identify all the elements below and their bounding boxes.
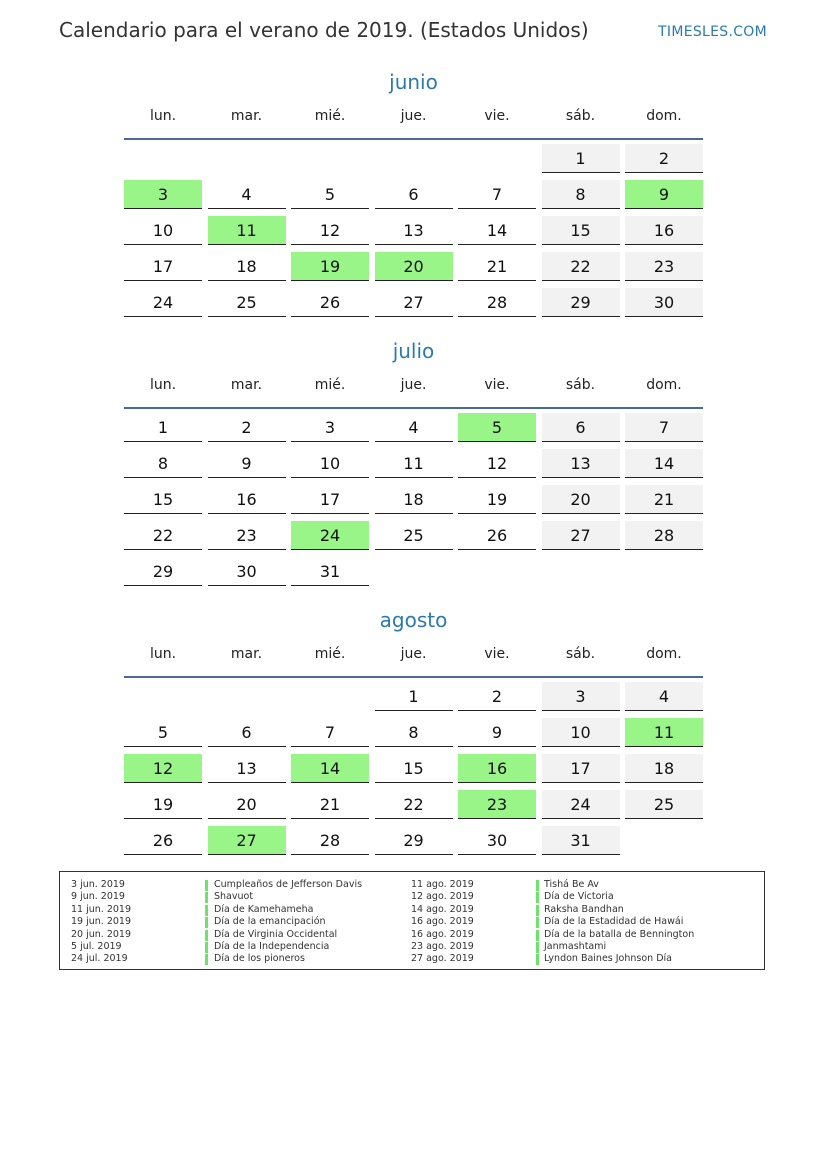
weekday-label: sáb. [565,646,596,662]
day-cell: 15 [124,485,202,514]
day-cell: 10 [542,718,620,747]
day-cell: 9 [458,718,536,747]
weekday-label: dom. [646,646,682,662]
legend-marker [205,892,208,903]
header-divider [124,407,703,409]
legend-entry [411,953,751,965]
holiday-legend [59,871,765,970]
day-cell: 13 [375,216,453,245]
day-cell: 19 [458,485,536,514]
legend-entry [411,929,751,941]
legend-entry [71,953,401,965]
weekday-header [124,377,703,397]
day-cell: 24 [124,288,202,317]
day-cell: 3 [291,413,369,442]
legend-holiday-name: Día de la batalla de Bennington [544,928,695,940]
weekday-label: mar. [230,646,263,662]
legend-marker [536,930,539,941]
legend-date: 16 ago. 2019 [411,928,474,940]
day-cell: 30 [458,826,536,855]
day-cell: 25 [208,288,286,317]
day-cell: 15 [542,216,620,245]
day-cell: 14 [458,216,536,245]
legend-date: 12 ago. 2019 [411,891,474,903]
weekday-label: lun. [149,377,177,393]
legend-entry [71,891,401,903]
legend-date: 3 jun. 2019 [71,879,125,890]
day-cell-holiday: 9 [625,180,703,209]
day-cell: 23 [625,252,703,281]
day-cell: 3 [542,682,620,711]
day-cell: 4 [208,180,286,209]
day-cell: 28 [458,288,536,317]
day-cell-holiday: 24 [291,521,369,550]
day-cell: 6 [375,180,453,209]
day-cell: 15 [375,754,453,783]
day-cell: 28 [625,521,703,550]
day-cell: 9 [208,449,286,478]
day-cell: 31 [542,826,620,855]
day-cell: 25 [625,790,703,819]
header-divider [124,138,703,140]
legend-marker [536,917,539,928]
weekday-label: jue. [400,108,427,124]
legend-entry [71,941,401,953]
day-cell: 20 [542,485,620,514]
day-cell: 1 [124,413,202,442]
weekday-label: lun. [149,108,177,124]
legend-marker [205,880,208,891]
day-cell: 23 [208,521,286,550]
day-cell-holiday: 11 [625,718,703,747]
legend-holiday-name: Janmashtami [544,940,607,952]
day-cell: 13 [542,449,620,478]
day-cell: 25 [375,521,453,550]
header-divider [124,676,703,678]
weekday-label: lun. [149,646,177,662]
legend-marker [536,954,539,965]
day-cell: 26 [458,521,536,550]
legend-entry [411,891,751,903]
day-cell: 2 [208,413,286,442]
day-cell: 22 [542,252,620,281]
day-cell: 31 [291,557,369,586]
day-cell: 21 [458,252,536,281]
legend-marker [205,930,208,941]
legend-date: 20 jun. 2019 [71,928,132,940]
day-cell: 16 [208,485,286,514]
weekday-label: mié. [314,646,346,662]
day-cell: 29 [542,288,620,317]
legend-entry [411,916,751,928]
legend-date: 19 jun. 2019 [71,916,132,928]
legend-date: 9 jun. 2019 [71,891,125,903]
page-title: Calendario para el verano de 2019. (Estados Unidos) [59,18,589,42]
day-cell-holiday: 19 [291,252,369,281]
day-cell: 2 [625,144,703,173]
day-cell: 30 [625,288,703,317]
legend-holiday-name: Cumpleaños de Jefferson Davis [214,879,363,890]
legend-holiday-name: Día de Kamehameha [214,903,314,915]
day-cell: 18 [625,754,703,783]
day-cell: 1 [542,144,620,173]
legend-entry [411,879,751,891]
legend-holiday-name: Tishá Be Av [544,879,599,890]
legend-holiday-name: Lyndon Baines Johnson Día [544,953,672,965]
day-cell: 30 [208,557,286,586]
day-cell: 21 [291,790,369,819]
day-cell: 27 [542,521,620,550]
weekday-label: dom. [646,108,682,124]
weekday-label: mié. [314,108,346,124]
month-title: julio [392,339,435,363]
day-cell-holiday: 11 [208,216,286,245]
day-cell-holiday: 5 [458,413,536,442]
day-cell: 22 [375,790,453,819]
day-cell-holiday: 14 [291,754,369,783]
legend-marker [536,905,539,916]
day-cell: 5 [291,180,369,209]
legend-entry [411,941,751,953]
legend-holiday-name: Día de la Estadidad de Hawái [544,916,684,928]
day-cell: 13 [208,754,286,783]
legend-entry [411,904,751,916]
weekday-label: vie. [484,646,510,662]
legend-date: 24 jul. 2019 [71,953,128,965]
day-cell: 4 [625,682,703,711]
weekday-label: sáb. [565,377,596,393]
legend-marker [536,942,539,953]
day-cell: 5 [124,718,202,747]
legend-holiday-name: Día de los pioneros [214,953,305,965]
legend-column-left [71,879,401,966]
day-cell: 17 [542,754,620,783]
day-cell: 1 [375,682,453,711]
day-cell: 17 [124,252,202,281]
day-cell: 11 [375,449,453,478]
legend-entry [71,916,401,928]
legend-date: 27 ago. 2019 [411,953,474,965]
legend-date: 11 jun. 2019 [71,903,132,915]
month-title: junio [389,70,438,94]
weekday-header [124,646,703,666]
day-cell: 4 [375,413,453,442]
day-cell: 6 [208,718,286,747]
legend-marker [536,880,539,891]
legend-marker [205,905,208,916]
legend-marker [205,917,208,928]
legend-entry [71,879,401,891]
day-cell: 8 [375,718,453,747]
legend-holiday-name: Día de la Independencia [214,940,330,952]
legend-holiday-name: Día de la emancipación [214,916,326,928]
weekday-label: mar. [230,108,263,124]
day-cell: 10 [124,216,202,245]
legend-holiday-name: Día de Victoria [544,891,614,903]
day-cell-holiday: 16 [458,754,536,783]
day-cell: 2 [458,682,536,711]
day-cell: 19 [124,790,202,819]
day-cell: 24 [542,790,620,819]
legend-date: 16 ago. 2019 [411,916,474,928]
day-cell: 29 [375,826,453,855]
day-cell: 17 [291,485,369,514]
day-cell-holiday: 3 [124,180,202,209]
legend-column-right [411,879,751,966]
weekday-label: jue. [400,377,427,393]
day-cell: 14 [625,449,703,478]
legend-date: 5 jul. 2019 [71,940,122,952]
day-cell-holiday: 27 [208,826,286,855]
legend-marker [205,942,208,953]
day-cell-holiday: 20 [375,252,453,281]
day-cell: 12 [458,449,536,478]
day-cell: 22 [124,521,202,550]
day-cell: 29 [124,557,202,586]
month-title: agosto [379,608,448,632]
day-cell: 7 [625,413,703,442]
weekday-label: vie. [484,377,510,393]
day-cell: 12 [291,216,369,245]
legend-marker [536,892,539,903]
day-cell-holiday: 12 [124,754,202,783]
weekday-label: jue. [400,646,427,662]
day-cell: 6 [542,413,620,442]
day-cell: 8 [124,449,202,478]
weekday-label: mar. [230,377,263,393]
weekday-label: vie. [484,108,510,124]
day-cell: 21 [625,485,703,514]
legend-date: 11 ago. 2019 [411,879,474,890]
weekday-label: mié. [314,377,346,393]
day-cell: 27 [375,288,453,317]
day-cell: 26 [124,826,202,855]
day-cell-holiday: 23 [458,790,536,819]
legend-entry [71,904,401,916]
day-cell: 26 [291,288,369,317]
legend-entry [71,929,401,941]
weekday-label: dom. [646,377,682,393]
legend-holiday-name: Raksha Bandhan [544,903,624,915]
legend-date: 14 ago. 2019 [411,903,474,915]
day-cell: 7 [291,718,369,747]
day-cell: 28 [291,826,369,855]
legend-marker [205,954,208,965]
weekday-header [124,108,703,128]
day-cell: 8 [542,180,620,209]
site-link[interactable]: TIMESLES.COM [658,24,767,40]
day-cell: 16 [625,216,703,245]
day-cell: 20 [208,790,286,819]
day-cell: 10 [291,449,369,478]
day-cell: 18 [375,485,453,514]
legend-holiday-name: Día de Virginia Occidental [214,928,338,940]
weekday-label: sáb. [565,108,596,124]
legend-holiday-name: Shavuot [214,891,254,903]
legend-date: 23 ago. 2019 [411,940,474,952]
day-cell: 7 [458,180,536,209]
day-cell: 18 [208,252,286,281]
